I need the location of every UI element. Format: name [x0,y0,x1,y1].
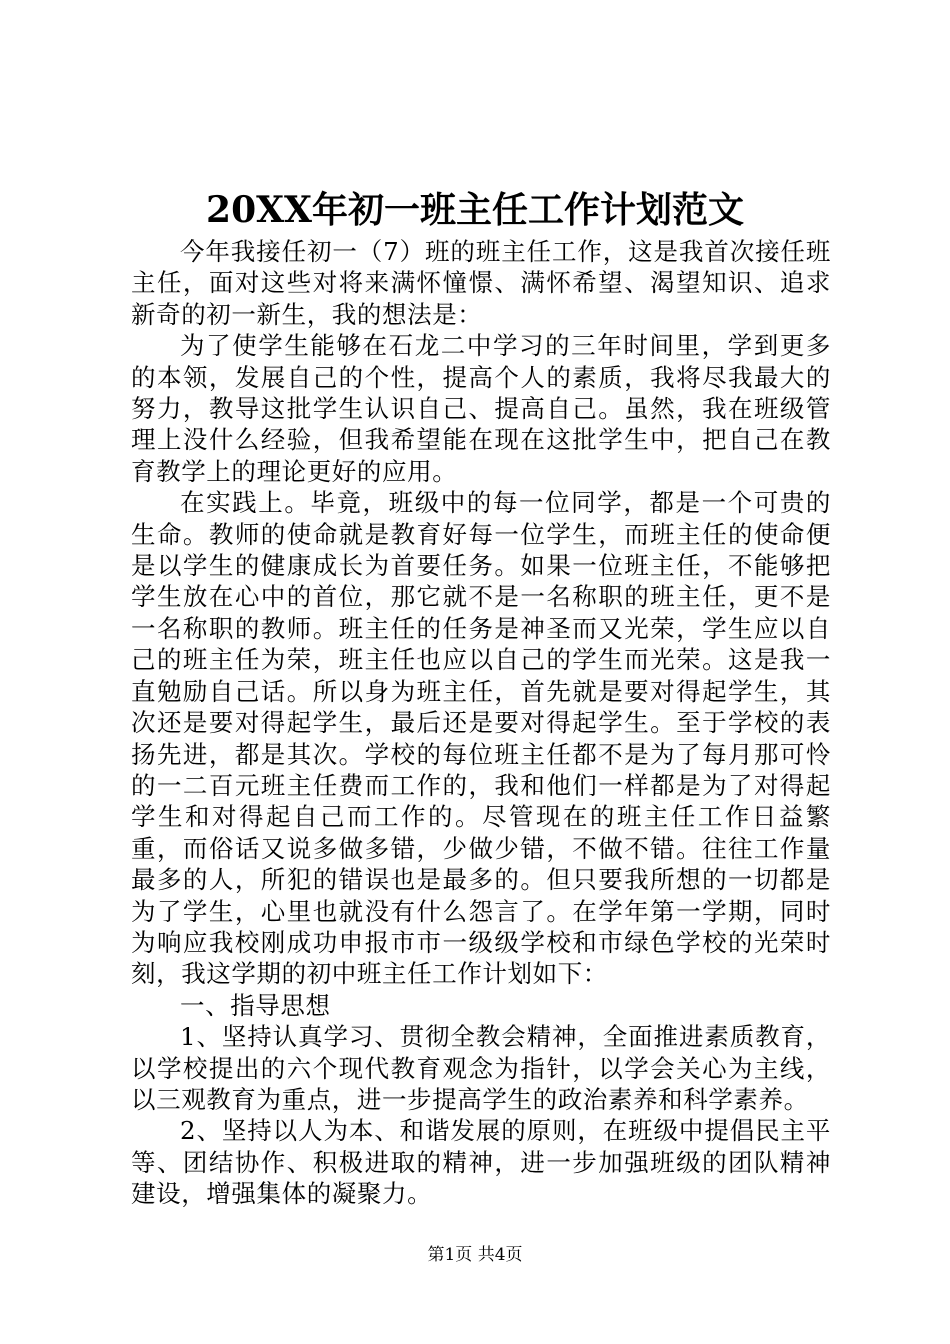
paragraph-goal: 为了使学生能够在石龙二中学习的三年时间里，学到更多的本领，发展自己的个性，提高个人的素质，我将尽我最大的努力，教导这批学生认识自己、提高自己。虽然，我在班级管理上没什么经验，但我希望能在现在这批学生中，把自己在教育教学上的理论更好的应用。 [131,331,831,486]
document-body [131,236,831,1210]
list-item-1: 1、坚持认真学习、贯彻全教会精神，全面推进素质教育，以学校提出的六个现代教育观念为指针，以学会关心为主线，以三观教育为重点，进一步提高学生的政治素养和科学素养。 [131,1022,831,1114]
paragraph-practice: 在实践上。毕竟，班级中的每一位同学，都是一个可贵的生命。教师的使命就是教育好每一位学生，而班主任的使命便是以学生的健康成长为首要任务。如果一位班主任，不能够把学生放在心中的首位，那它就不是一名称职的班主任，更不是一名称职的教师。班主任的任务是神圣而又光荣，学生应以自己的班主任为荣，班主任也应以自己的学生而光荣。这是我一直勉励自己话。所以身为班主任，首先就是要对得起学生，其次还是要对得起学生，最后还是要对得起学生。至于学校的表扬先进，都是其次。学校的每位班主任都不是为了每月那可怜的一二百元班主任费而工作的，我和他们一样都是为了对得起学生和对得起自己而工作的。尽管现在的班主任工作日益繁重，而俗话又说多做多错，少做少错，不做不错。往往工作量最多的人，所犯的错误也是最多的。但只要我所想的一切都是为了学生，心里也就没有什么怨言了。在学年第一学期，同时为响应我校刚成功申报市市一级级学校和市绿色学校的光荣时刻，我这学期的初中班主任工作计划如下： [131,488,831,989]
section-heading-guiding-ideology: 一、指导思想 [180,990,331,1020]
list-item-2: 2、坚持以人为本、和谐发展的原则，在班级中提倡民主平等、团结协作、积极进取的精神，进一步加强班级的团队精神建设，增强集体的凝聚力。 [131,1116,831,1209]
document-title: 20XX年初一班主任工作计划范文 [206,189,744,231]
paragraph-intro: 今年我接任初一（7）班的班主任工作，这是我首次接任班主任，面对这些对将来满怀憧憬、满怀希望、渴望知识、追求新奇的初一新生，我的想法是： [131,237,831,329]
page-number-footer: 第1页 共4页 [427,1245,523,1265]
